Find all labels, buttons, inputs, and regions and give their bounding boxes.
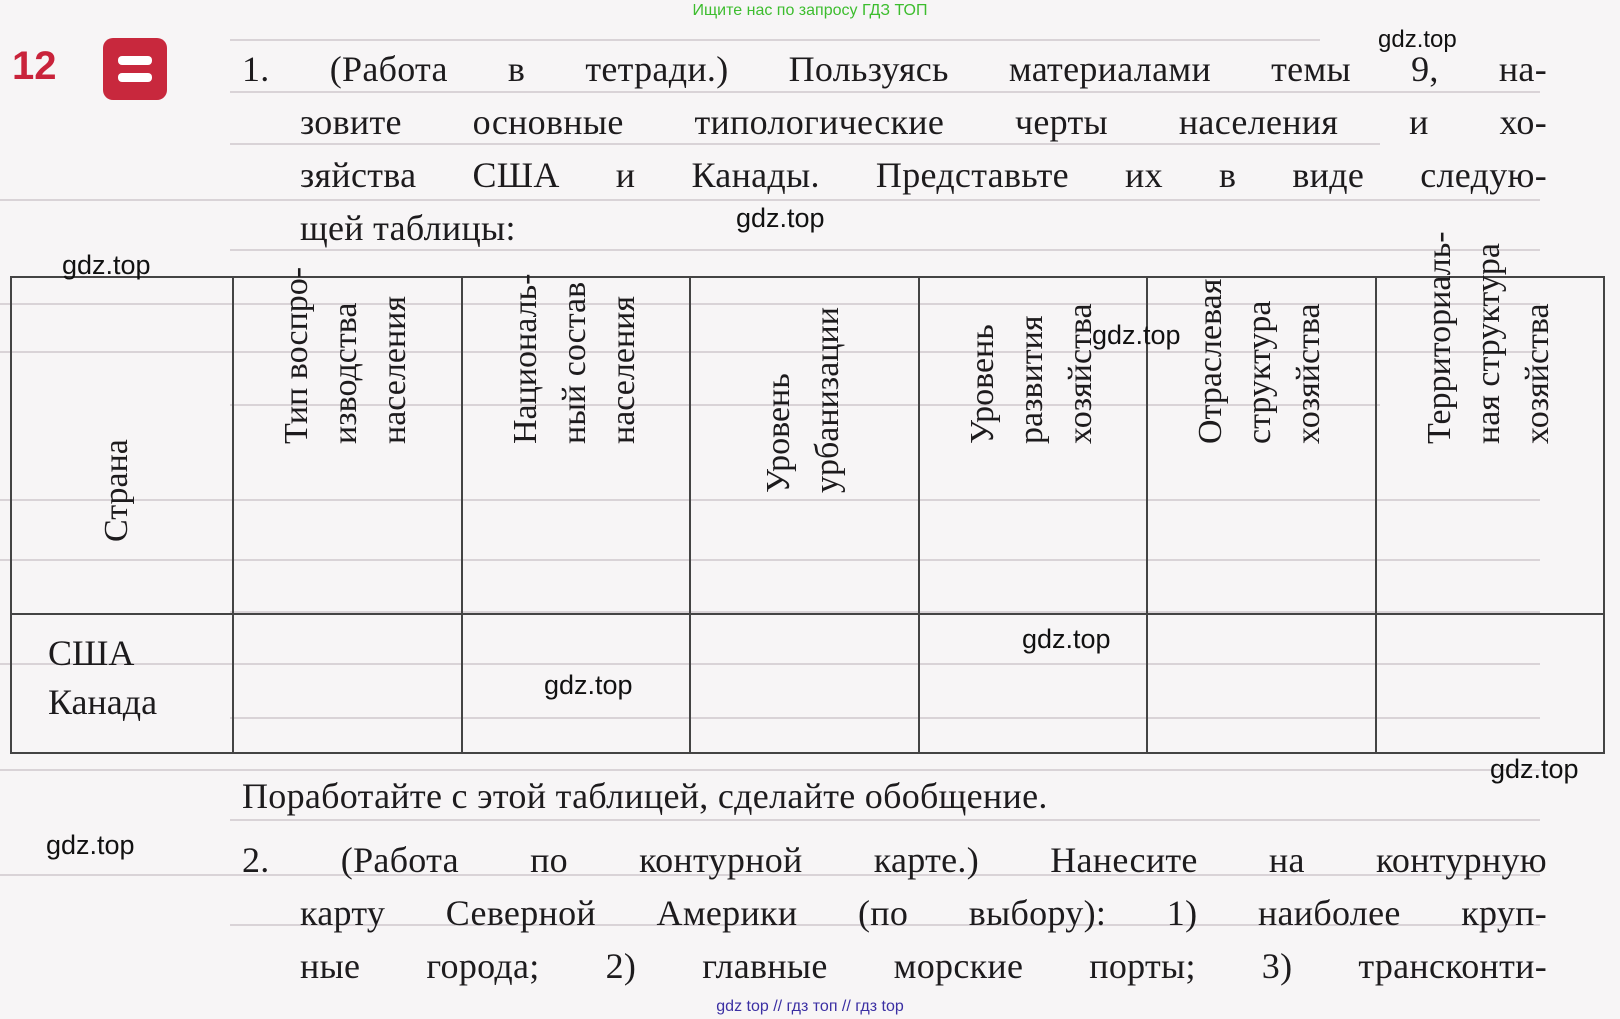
country-cell <box>11 614 233 753</box>
header-label: Тип воспро- изводства населения <box>278 266 414 444</box>
header-cell-country <box>11 277 233 614</box>
header-label: Страна <box>98 439 135 542</box>
header-label: Отраслевая структура хозяйства <box>1192 278 1328 444</box>
notebook-icon <box>103 38 167 100</box>
watermark: gdz.top <box>62 250 151 280</box>
search-banner: Ищите нас по запросу ГДЗ ТОП <box>692 2 928 19</box>
watermark: gdz.top <box>1378 26 1457 53</box>
task-1-text <box>242 43 1547 255</box>
footer-watermark: gdz top // гдз топ // гдз top <box>716 998 904 1015</box>
header-cell-nationality <box>462 273 691 614</box>
empty-cell <box>1147 614 1376 753</box>
watermark: gdz.top <box>46 830 135 860</box>
task-2-text <box>242 834 1547 993</box>
watermark: gdz.top <box>1490 754 1579 784</box>
task-2-line: ные города; 2) главные морские порты; 3) трансконти- <box>300 946 1547 986</box>
watermark: gdz.top <box>736 203 825 233</box>
empty-cell <box>690 614 919 753</box>
watermark: gdz.top <box>1022 624 1111 654</box>
empty-cell <box>1376 614 1605 753</box>
header-label: Националь- ный состав населения <box>506 273 642 444</box>
header-cell-urbanization <box>690 277 919 614</box>
header-cell-sector-structure <box>1147 277 1376 614</box>
watermark: gdz.top <box>1092 320 1181 350</box>
task-1-line: щей таблицы: <box>300 208 516 248</box>
task-2-line: карту Северной Америки (по выбору): 1) наиболее круп- <box>300 893 1547 933</box>
country-canada: Канада <box>48 682 158 722</box>
empty-cell <box>233 614 462 753</box>
header-cell-reproduction <box>233 266 462 614</box>
header-label: Территориаль- ная структура хозяйства <box>1420 231 1556 444</box>
task-1-line: зовите основные типологические черты населения и хо- <box>300 102 1547 142</box>
country-usa: США <box>48 633 135 673</box>
header-label: Уровень развития хозяйства <box>963 303 1099 444</box>
watermark: gdz.top <box>544 670 633 700</box>
task-2-line: 2. (Работа по контурной карте.) Нанесите на контурную <box>242 840 1547 880</box>
task-1-line: зяйства США и Канады. Представьте их в виде следую- <box>300 155 1547 195</box>
header-cell-territorial-structure <box>1376 231 1605 614</box>
header-label: Уровень урбанизации <box>760 307 847 493</box>
task-1-line: 1. (Работа в тетради.) Пользуясь материалами темы 9, на- <box>242 49 1547 89</box>
summary-text: Поработайте с этой таблицей, сделайте обобщение. <box>242 776 1048 816</box>
lesson-number: 12 <box>12 44 57 88</box>
